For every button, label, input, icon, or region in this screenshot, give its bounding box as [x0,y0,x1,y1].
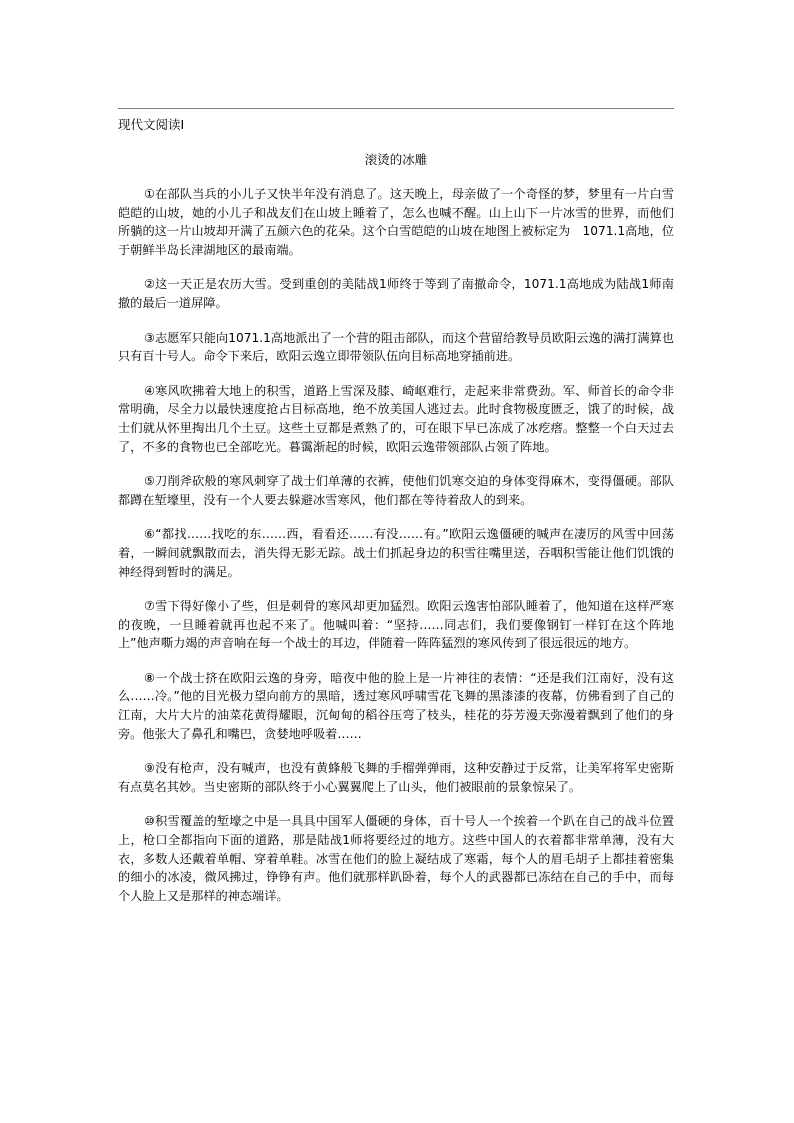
paragraph-10: ⑩积雪覆盖的堑壕之中是一具具中国军人僵硬的身体，百十号人一个挨着一个趴在自己的战斗位置上，枪口全都指向下面的道路，那是陆战1师将要经过的地方。这些中国人的衣着都非常单薄，没有大衣，多数人还戴着单帽、穿着单鞋。冰雪在他们的脸上凝结成了寒霜，每个人的眉毛胡子上都挂着密集的细小的冰凌，微风拂过，铮铮有声。他们就那样趴卧着，每个人的武器都已冻结在自己的手中，而每个人脸上又是那样的神态端详。 [118,814,674,903]
paragraph-6: ⑥“都找……找吃的东……西，看看还……有没……有。”欧阳云逸僵硬的喊声在凄厉的风雪中回荡着，一瞬间就飘散而去，消失得无影无踪。战士们抓起身边的积雪往嘴里送，吞咽积雪能让他们饥饿的神经得到暂时的满足。 [118,527,674,579]
paragraph-8: ⑧一个战士挤在欧阳云逸的身旁，暗夜中他的脸上是一片神往的表情：“还是我们江南好，没有这么……冷。”他的目光极力望向前方的黑暗，透过寒风呼啸雪花飞舞的黑漆漆的夜幕，仿佛看到了自己的江南，大片大片的油菜花黄得耀眼，沉甸甸的稻谷压弯了枝头，桂花的芬芳漫天弥漫着飘到了他们的身旁。他张大了鼻孔和嘴巴，贪婪地呼吸着…… [118,670,674,741]
paragraph-1: ①在部队当兵的小儿子又快半年没有消息了。这天晚上，母亲做了一个奇怪的梦，梦里有一片白雪皑皑的山坡，她的小儿子和战友们在山坡上睡着了，怎么也喊不醒。山上山下一片冰雪的世界，而他们所躺的这一片山坡却开满了五颜六色的花朵。这个白雪皑皑的山坡在地图上被标定为 1071.1高地，位于朝鲜半岛长津湖地区的最南端。 [118,187,674,257]
paragraph-2: ②这一天正是农历大雪。受到重创的美陆战1师终于等到了南撤命令，1071.1高地成为陆战1师南撤的最后一道屏障。 [118,277,674,310]
article-body [118,185,674,921]
paragraph-3: ③志愿军只能向1071.1高地派出了一个营的阻击部队，而这个营留给教导员欧阳云逸的满打满算也只有百十号人。命令下来后，欧阳云逸立即带领队伍向目标高地穿插前进。 [118,330,674,364]
section-label: 现代文阅读Ⅰ [118,117,185,132]
paragraph-4: ④寒风吹拂着大地上的积雪，道路上雪深及膝、崎岖难行，走起来非常费劲。军、师首长的命令非常明确，尽全力以最快速度抢占目标高地，绝不放美国人逃过去。此时食物极度匮乏，饿了的时候，战士们就从怀里掏出几个土豆。这些土豆都是煮熟了的，可在眼下早已冻成了冰疙瘩。整整一个白天过去了，不多的食物也已全部吃光。暮霭渐起的时候，欧阳云逸带领部队占领了阵地。 [118,383,674,454]
paragraph-5: ⑤刀削斧砍般的寒风刺穿了战士们单薄的衣裤，使他们饥寒交迫的身体变得麻木，变得僵硬。部队都蹲在堑壕里，没有一个人要去躲避冰雪寒风，他们都在等待着敌人的到来。 [118,474,674,507]
top-rule [118,108,674,109]
paragraph-9: ⑨没有枪声，没有喊声，也没有黄蜂般飞舞的手榴弹弹雨，这种安静过于反常，让美军将军史密斯有点莫名其妙。当史密斯的部队终于小心翼翼爬上了山头，他们被眼前的景象惊呆了。 [118,761,674,794]
article-title: 滚烫的冰雕 [364,152,428,167]
paragraph-7: ⑦雪下得好像小了些，但是刺骨的寒风却更加猛烈。欧阳云逸害怕部队睡着了，他知道在这样严寒的夜晚，一旦睡着就再也起不来了。他喊叫着：“坚持……同志们，我们要像钢钉一样钉在这个阵地上”他声嘶力竭的声音响在每一个战士的耳边，伴随着一阵阵猛烈的寒风传到了很远很远的地方。 [118,599,674,651]
